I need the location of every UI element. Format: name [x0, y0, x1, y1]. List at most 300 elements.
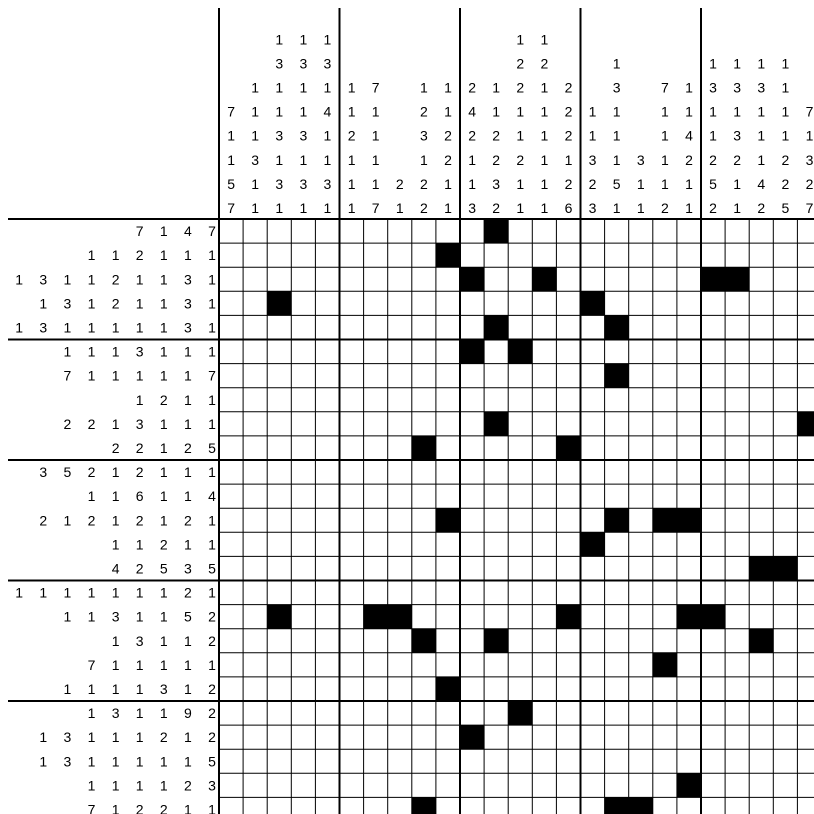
grid-cell[interactable] — [556, 701, 580, 725]
grid-cell[interactable] — [508, 508, 532, 532]
grid-cell[interactable] — [460, 460, 484, 484]
grid-cell[interactable] — [797, 701, 814, 725]
grid-cell[interactable] — [436, 315, 460, 339]
grid-cell[interactable] — [749, 291, 773, 315]
grid-cell-filled[interactable] — [605, 508, 629, 532]
grid-cell[interactable] — [291, 484, 315, 508]
grid-cell[interactable] — [436, 605, 460, 629]
grid-cell[interactable] — [701, 725, 725, 749]
grid-cell[interactable] — [340, 508, 364, 532]
grid-cell[interactable] — [677, 677, 701, 701]
grid-cell[interactable] — [773, 581, 797, 605]
grid-cell[interactable] — [653, 436, 677, 460]
grid-cell[interactable] — [340, 677, 364, 701]
grid-cell[interactable] — [629, 629, 653, 653]
grid-cell[interactable] — [605, 605, 629, 629]
grid-cell[interactable] — [219, 267, 243, 291]
grid-cell[interactable] — [436, 749, 460, 773]
grid-cell[interactable] — [219, 581, 243, 605]
grid-cell[interactable] — [605, 773, 629, 797]
grid-cell[interactable] — [412, 653, 436, 677]
grid-cell[interactable] — [629, 749, 653, 773]
grid-cell[interactable] — [508, 315, 532, 339]
grid-cell[interactable] — [340, 605, 364, 629]
grid-cell[interactable] — [340, 797, 364, 814]
grid-cell[interactable] — [653, 340, 677, 364]
grid-cell[interactable] — [364, 701, 388, 725]
grid-cell[interactable] — [460, 315, 484, 339]
grid-cell-filled[interactable] — [773, 556, 797, 580]
grid-cell[interactable] — [797, 340, 814, 364]
grid-cell[interactable] — [315, 484, 339, 508]
grid-cell[interactable] — [773, 340, 797, 364]
grid-cell[interactable] — [725, 484, 749, 508]
grid-cell[interactable] — [315, 797, 339, 814]
grid-cell[interactable] — [364, 677, 388, 701]
grid-cell[interactable] — [291, 243, 315, 267]
grid-cell[interactable] — [581, 412, 605, 436]
grid-cell[interactable] — [364, 388, 388, 412]
grid-cell[interactable] — [581, 653, 605, 677]
grid-cell[interactable] — [291, 436, 315, 460]
grid-cell-filled[interactable] — [556, 436, 580, 460]
grid-cell[interactable] — [388, 749, 412, 773]
grid-cell[interactable] — [749, 725, 773, 749]
grid-cell[interactable] — [797, 556, 814, 580]
grid-cell[interactable] — [749, 749, 773, 773]
grid-cell[interactable] — [243, 508, 267, 532]
grid-cell[interactable] — [291, 701, 315, 725]
grid-cell[interactable] — [412, 412, 436, 436]
grid-cell[interactable] — [605, 243, 629, 267]
grid-cell[interactable] — [605, 581, 629, 605]
grid-cell[interactable] — [677, 629, 701, 653]
grid-cell[interactable] — [291, 340, 315, 364]
grid-cell[interactable] — [605, 749, 629, 773]
grid-cell[interactable] — [629, 677, 653, 701]
grid-cell[interactable] — [653, 701, 677, 725]
grid-cell[interactable] — [701, 581, 725, 605]
grid-cell[interactable] — [701, 364, 725, 388]
grid-cell[interactable] — [460, 556, 484, 580]
grid-cell[interactable] — [605, 460, 629, 484]
grid-cell-filled[interactable] — [436, 508, 460, 532]
grid-cell-filled[interactable] — [629, 797, 653, 814]
grid-cell[interactable] — [508, 556, 532, 580]
grid-cell[interactable] — [701, 508, 725, 532]
grid-cell[interactable] — [291, 412, 315, 436]
grid-cell[interactable] — [315, 653, 339, 677]
grid-cell-filled[interactable] — [267, 605, 291, 629]
grid-cell[interactable] — [315, 219, 339, 243]
grid-cell[interactable] — [701, 436, 725, 460]
grid-cell[interactable] — [653, 243, 677, 267]
grid-cell[interactable] — [532, 436, 556, 460]
grid-cell[interactable] — [749, 773, 773, 797]
grid-cell[interactable] — [797, 581, 814, 605]
grid-cell[interactable] — [484, 388, 508, 412]
grid-cell[interactable] — [532, 412, 556, 436]
grid-cell[interactable] — [364, 581, 388, 605]
grid-cell[interactable] — [364, 412, 388, 436]
grid-cell[interactable] — [388, 629, 412, 653]
grid-cell[interactable] — [749, 412, 773, 436]
grid-cell[interactable] — [412, 291, 436, 315]
grid-cell[interactable] — [243, 653, 267, 677]
grid-cell[interactable] — [484, 291, 508, 315]
grid-cell-filled[interactable] — [605, 315, 629, 339]
grid-cell[interactable] — [508, 581, 532, 605]
grid-cell[interactable] — [653, 219, 677, 243]
grid-cell[interactable] — [315, 508, 339, 532]
grid-cell[interactable] — [629, 773, 653, 797]
grid-cell[interactable] — [701, 484, 725, 508]
grid-cell[interactable] — [243, 749, 267, 773]
grid-cell[interactable] — [677, 484, 701, 508]
grid-cell[interactable] — [315, 412, 339, 436]
grid-cell[interactable] — [460, 653, 484, 677]
grid-cell[interactable] — [677, 460, 701, 484]
grid-cell[interactable] — [315, 556, 339, 580]
grid-cell[interactable] — [725, 605, 749, 629]
grid-cell[interactable] — [364, 532, 388, 556]
grid-cell[interactable] — [797, 436, 814, 460]
grid-cell[interactable] — [556, 388, 580, 412]
grid-cell[interactable] — [436, 412, 460, 436]
grid-cell-filled[interactable] — [484, 219, 508, 243]
grid-cell[interactable] — [315, 315, 339, 339]
grid-cell[interactable] — [243, 315, 267, 339]
grid-cell[interactable] — [436, 388, 460, 412]
grid-cell[interactable] — [219, 677, 243, 701]
grid-cell[interactable] — [581, 364, 605, 388]
grid-cell[interactable] — [532, 725, 556, 749]
grid-cell[interactable] — [629, 532, 653, 556]
grid-cell[interactable] — [412, 532, 436, 556]
grid-cell[interactable] — [532, 556, 556, 580]
grid-cell[interactable] — [773, 749, 797, 773]
grid-cell[interactable] — [388, 315, 412, 339]
grid-cell[interactable] — [219, 484, 243, 508]
grid-cell[interactable] — [388, 388, 412, 412]
grid-cell[interactable] — [412, 460, 436, 484]
grid-cell[interactable] — [556, 629, 580, 653]
grid-cell[interactable] — [629, 340, 653, 364]
grid-cell[interactable] — [653, 629, 677, 653]
grid-cell[interactable] — [243, 436, 267, 460]
grid-cell[interactable] — [532, 797, 556, 814]
grid-cell-filled[interactable] — [436, 677, 460, 701]
grid-cell[interactable] — [364, 460, 388, 484]
grid-cell[interactable] — [581, 484, 605, 508]
grid-cell[interactable] — [291, 460, 315, 484]
grid-cell[interactable] — [267, 749, 291, 773]
grid-cell[interactable] — [797, 291, 814, 315]
grid-cell-filled[interactable] — [436, 243, 460, 267]
grid-cell[interactable] — [388, 556, 412, 580]
grid-cell[interactable] — [364, 725, 388, 749]
grid-cell[interactable] — [605, 677, 629, 701]
grid-cell[interactable] — [749, 460, 773, 484]
grid-cell[interactable] — [436, 267, 460, 291]
grid-cell[interactable] — [556, 219, 580, 243]
grid-cell[interactable] — [340, 219, 364, 243]
grid-cell[interactable] — [701, 291, 725, 315]
grid-cell[interactable] — [605, 556, 629, 580]
grid-cell[interactable] — [436, 340, 460, 364]
grid-cell[interactable] — [701, 653, 725, 677]
grid-cell[interactable] — [532, 581, 556, 605]
grid-cell[interactable] — [340, 340, 364, 364]
grid-cell[interactable] — [436, 556, 460, 580]
grid-cell[interactable] — [412, 315, 436, 339]
grid-cell[interactable] — [629, 460, 653, 484]
grid-cell[interactable] — [556, 484, 580, 508]
grid-cell[interactable] — [653, 677, 677, 701]
grid-cell[interactable] — [797, 532, 814, 556]
grid-cell[interactable] — [364, 291, 388, 315]
grid-cell[interactable] — [581, 605, 605, 629]
grid-cell-filled[interactable] — [605, 797, 629, 814]
grid-cell[interactable] — [388, 532, 412, 556]
grid-cell-filled[interactable] — [749, 556, 773, 580]
grid-cell[interactable] — [725, 436, 749, 460]
grid-cell[interactable] — [749, 364, 773, 388]
grid-cell[interactable] — [605, 653, 629, 677]
grid-cell-filled[interactable] — [532, 267, 556, 291]
grid-cell[interactable] — [243, 291, 267, 315]
grid-cell[interactable] — [460, 243, 484, 267]
grid-cell[interactable] — [412, 364, 436, 388]
grid-cell[interactable] — [629, 581, 653, 605]
grid-cell[interactable] — [653, 725, 677, 749]
grid-cell[interactable] — [340, 315, 364, 339]
grid-cell[interactable] — [340, 749, 364, 773]
grid-cell[interactable] — [267, 701, 291, 725]
grid-cell[interactable] — [219, 653, 243, 677]
grid-cell[interactable] — [725, 653, 749, 677]
grid-cell[interactable] — [581, 581, 605, 605]
grid-cell[interactable] — [267, 219, 291, 243]
grid-cell[interactable] — [532, 364, 556, 388]
grid-cell[interactable] — [340, 725, 364, 749]
grid-cell[interactable] — [291, 629, 315, 653]
grid-cell[interactable] — [725, 581, 749, 605]
grid-cell[interactable] — [315, 701, 339, 725]
grid-cell[interactable] — [460, 797, 484, 814]
grid-cell[interactable] — [677, 581, 701, 605]
grid-cell[interactable] — [725, 243, 749, 267]
grid-cell[interactable] — [581, 556, 605, 580]
grid-cell[interactable] — [725, 340, 749, 364]
grid-cell[interactable] — [508, 629, 532, 653]
grid-cell[interactable] — [725, 629, 749, 653]
grid-cell[interactable] — [388, 291, 412, 315]
grid-cell[interactable] — [677, 388, 701, 412]
grid-cell[interactable] — [388, 243, 412, 267]
grid-cell[interactable] — [797, 653, 814, 677]
grid-cell[interactable] — [484, 581, 508, 605]
grid-cell[interactable] — [508, 364, 532, 388]
grid-cell[interactable] — [629, 653, 653, 677]
grid-cell[interactable] — [556, 291, 580, 315]
grid-cell[interactable] — [340, 653, 364, 677]
grid-cell[interactable] — [436, 725, 460, 749]
grid-cell[interactable] — [629, 388, 653, 412]
grid-cell[interactable] — [315, 388, 339, 412]
grid-cell[interactable] — [773, 243, 797, 267]
grid-cell[interactable] — [773, 653, 797, 677]
grid-cell[interactable] — [605, 532, 629, 556]
grid-cell[interactable] — [508, 677, 532, 701]
grid-cell[interactable] — [532, 677, 556, 701]
grid-cell[interactable] — [701, 701, 725, 725]
grid-cell[interactable] — [725, 460, 749, 484]
grid-cell[interactable] — [291, 749, 315, 773]
grid-cell[interactable] — [388, 364, 412, 388]
grid-cell-filled[interactable] — [605, 364, 629, 388]
grid-cell[interactable] — [653, 797, 677, 814]
grid-cell[interactable] — [267, 340, 291, 364]
grid-cell[interactable] — [629, 484, 653, 508]
grid-cell[interactable] — [508, 219, 532, 243]
grid-cell[interactable] — [340, 581, 364, 605]
grid-cell-filled[interactable] — [677, 773, 701, 797]
grid-cell[interactable] — [653, 364, 677, 388]
grid-cell[interactable] — [291, 291, 315, 315]
grid-cell[interactable] — [460, 412, 484, 436]
grid-cell[interactable] — [412, 388, 436, 412]
grid-cell[interactable] — [701, 532, 725, 556]
grid-cell[interactable] — [508, 412, 532, 436]
grid-cell[interactable] — [508, 532, 532, 556]
grid-cell[interactable] — [701, 677, 725, 701]
grid-cell[interactable] — [267, 267, 291, 291]
grid-cell[interactable] — [364, 267, 388, 291]
grid-cell-filled[interactable] — [484, 315, 508, 339]
grid-cell-filled[interactable] — [412, 436, 436, 460]
grid-cell[interactable] — [364, 219, 388, 243]
grid-cell[interactable] — [460, 436, 484, 460]
grid-cell[interactable] — [243, 532, 267, 556]
grid-cell-filled[interactable] — [581, 291, 605, 315]
grid-cell[interactable] — [701, 243, 725, 267]
grid-cell[interactable] — [677, 749, 701, 773]
grid-cell[interactable] — [556, 749, 580, 773]
grid-cell[interactable] — [653, 388, 677, 412]
grid-cell-filled[interactable] — [677, 605, 701, 629]
grid-cell[interactable] — [243, 243, 267, 267]
grid-cell[interactable] — [653, 749, 677, 773]
grid-cell[interactable] — [701, 412, 725, 436]
grid-cell[interactable] — [315, 291, 339, 315]
grid-cell[interactable] — [581, 436, 605, 460]
grid-cell[interactable] — [315, 460, 339, 484]
grid-cell[interactable] — [532, 532, 556, 556]
grid-cell[interactable] — [581, 340, 605, 364]
grid-cell[interactable] — [773, 677, 797, 701]
grid-cell[interactable] — [749, 653, 773, 677]
grid-cell[interactable] — [605, 219, 629, 243]
grid-cell[interactable] — [581, 267, 605, 291]
grid-cell[interactable] — [243, 556, 267, 580]
grid-cell[interactable] — [364, 749, 388, 773]
grid-cell[interactable] — [388, 508, 412, 532]
grid-cell[interactable] — [243, 460, 267, 484]
grid-cell[interactable] — [243, 629, 267, 653]
grid-cell[interactable] — [749, 701, 773, 725]
grid-cell[interactable] — [340, 364, 364, 388]
grid-cell[interactable] — [653, 532, 677, 556]
grid-cell[interactable] — [773, 267, 797, 291]
grid-cell[interactable] — [797, 725, 814, 749]
grid-cell[interactable] — [340, 629, 364, 653]
grid-cell[interactable] — [291, 725, 315, 749]
grid-cell[interactable] — [291, 532, 315, 556]
grid-cell[interactable] — [701, 629, 725, 653]
grid-cell[interactable] — [532, 484, 556, 508]
grid-cell[interactable] — [315, 340, 339, 364]
grid-cell[interactable] — [581, 773, 605, 797]
grid-cell[interactable] — [460, 677, 484, 701]
grid-cell[interactable] — [629, 701, 653, 725]
grid-cell-filled[interactable] — [749, 629, 773, 653]
grid-cell-filled[interactable] — [508, 340, 532, 364]
grid-cell[interactable] — [556, 532, 580, 556]
grid-cell[interactable] — [773, 412, 797, 436]
grid-cell[interactable] — [629, 436, 653, 460]
grid-cell-filled[interactable] — [581, 532, 605, 556]
grid-cell-filled[interactable] — [653, 653, 677, 677]
grid-cell[interactable] — [701, 219, 725, 243]
grid-cell[interactable] — [653, 773, 677, 797]
grid-cell[interactable] — [556, 773, 580, 797]
grid-cell[interactable] — [315, 364, 339, 388]
grid-cell[interactable] — [267, 797, 291, 814]
grid-cell[interactable] — [460, 629, 484, 653]
grid-cell[interactable] — [508, 773, 532, 797]
grid-cell[interactable] — [243, 484, 267, 508]
grid-cell[interactable] — [532, 653, 556, 677]
grid-cell[interactable] — [629, 364, 653, 388]
grid-cell[interactable] — [340, 388, 364, 412]
grid-cell[interactable] — [219, 364, 243, 388]
grid-cell[interactable] — [364, 243, 388, 267]
grid-cell[interactable] — [243, 677, 267, 701]
grid-cell[interactable] — [388, 725, 412, 749]
grid-cell[interactable] — [773, 725, 797, 749]
grid-cell[interactable] — [291, 581, 315, 605]
grid-cell[interactable] — [508, 388, 532, 412]
grid-cell[interactable] — [581, 388, 605, 412]
grid-cell[interactable] — [701, 388, 725, 412]
grid-cell[interactable] — [364, 364, 388, 388]
grid-cell[interactable] — [243, 605, 267, 629]
grid-cell[interactable] — [460, 484, 484, 508]
grid-cell[interactable] — [725, 364, 749, 388]
grid-cell[interactable] — [364, 484, 388, 508]
grid-cell[interactable] — [508, 749, 532, 773]
grid-cell[interactable] — [364, 315, 388, 339]
grid-cell[interactable] — [532, 388, 556, 412]
grid-cell[interactable] — [291, 773, 315, 797]
grid-cell[interactable] — [797, 797, 814, 814]
grid-cell[interactable] — [629, 412, 653, 436]
grid-cell[interactable] — [773, 219, 797, 243]
grid-cell[interactable] — [219, 605, 243, 629]
grid-cell-filled[interactable] — [364, 605, 388, 629]
grid-cell[interactable] — [508, 605, 532, 629]
